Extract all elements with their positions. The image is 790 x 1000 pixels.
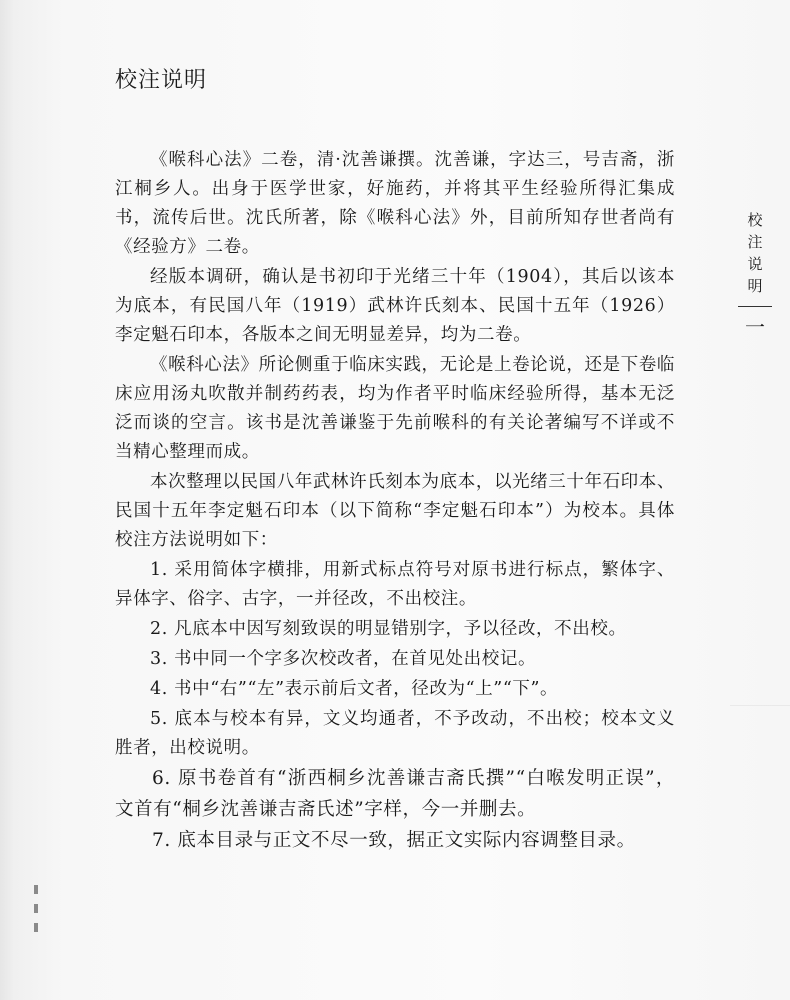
rule-item-5: 5. 底本与校本有异，文义均通者，不予改动，不出校；校本文义胜者，出校说明。	[115, 709, 675, 758]
body-text	[115, 146, 675, 858]
page-gutter-shadow	[0, 0, 14, 1000]
paragraph-method: 本次整理以民国八年武林许氏刻本为底本，以光绪三十年石印本、民国十五年李定魁石印本（以下简称“李定魁石印本”）为校本。具体校注方法说明如下：	[115, 472, 675, 550]
running-header	[738, 212, 772, 337]
bleed-through-line	[730, 705, 790, 706]
rule-item-1: 1. 采用简体字横排，用新式标点符号对原书进行标点，繁体字、异体字、俗字、古字，一并径改，不出校注。	[115, 560, 675, 609]
rule-item-4: 4. 书中“右”“左”表示前后文者，径改为“上”“下”。	[150, 679, 559, 699]
binding-marks	[34, 885, 38, 932]
side-section-label: 校注说明	[745, 212, 764, 300]
paragraph-content: 《喉科心法》所论侧重于临床实践，无论是上卷论说，还是下卷临床应用汤丸吹散并制药药表，均为作者平时临床经验所得，基本无泛泛而谈的空言。该书是沈善谦鉴于先前喉科的有关论著编写不详或不当精心整理而成。	[115, 355, 675, 462]
page-title: 校注说明	[115, 68, 208, 93]
side-divider	[738, 306, 772, 307]
rule-item-6: 6. 原书卷首有“浙西桐乡沈善谦吉斋氏撰”“白喉发明正误”，文首有“桐乡沈善谦吉斋氏述”字样，今一并删去。	[115, 768, 675, 820]
rule-item-2: 2. 凡底本中因写刻致误的明显错别字，予以径改，不出校。	[150, 619, 627, 639]
paragraph-editions: 经版本调研，确认是书初印于光绪三十年（1904），其后以该本为底本，有民国八年（1919）武林许氏刻本、民国十五年（1926）李定魁石印本，各版本之间无明显差异，均为二卷。	[115, 267, 675, 345]
rule-item-7: 7. 底本目录与正文不尽一致，据正文实际内容调整目录。	[152, 830, 636, 851]
rule-item-3: 3. 书中同一个字多次校改者，在首见处出校记。	[150, 649, 537, 669]
binding-mark	[34, 885, 38, 894]
paragraph-intro: 《喉科心法》二卷，清·沈善谦撰。沈善谦，字达三，号吉斋，浙江桐乡人。出身于医学世家，好施药，并将其平生经验所得汇集成书，流传后世。沈氏所著，除《喉科心法》外，目前所知存世者尚有《经验方》二卷。	[115, 150, 675, 257]
binding-mark	[34, 904, 38, 913]
page-number: 一	[745, 315, 765, 339]
binding-mark	[34, 923, 38, 932]
